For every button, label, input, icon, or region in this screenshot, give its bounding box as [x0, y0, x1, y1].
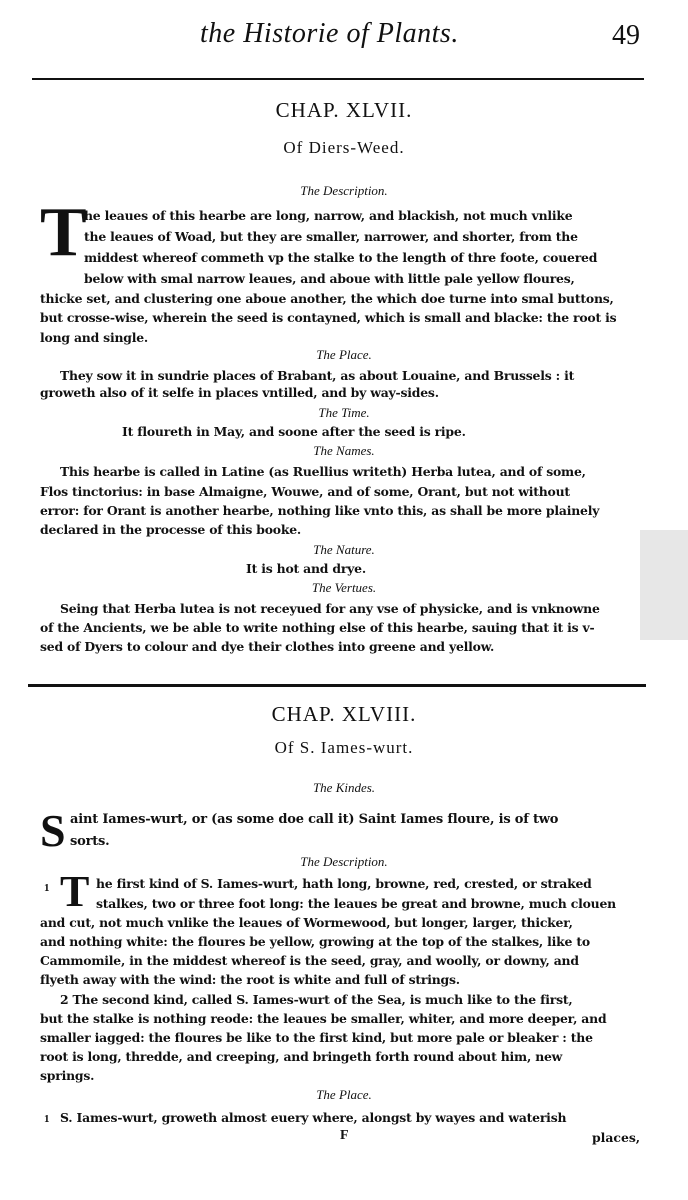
chapter-47-vertues-line: sed of Dyers to colour and dye their clothes into greene and yellow. [40, 639, 495, 654]
chapter-48-description-dropcap: T [60, 867, 90, 916]
chapter-47-names-line: Flos tinctorius: in base Almaigne, Wouwe, and of some, Orant, but not without [40, 484, 570, 499]
chapter-48-kindes-line: sorts. [70, 834, 110, 849]
chapter-47-dropcap: T [40, 194, 87, 271]
chapter-47-names-heading: The Names. [313, 443, 375, 458]
chapter-48-description-line: springs. [40, 1068, 95, 1083]
chapter-47-description-heading: The Description. [300, 183, 388, 198]
chapter-47-place-line: They sow it in sundrie places of Brabant, as about Louaine, and Brussels : it [60, 368, 575, 383]
chapter-47-nature-heading: The Nature. [313, 542, 375, 557]
chapter-48-description-line: Cammomile, in the middest whereof is the seed, gray, and woolly, or downy, and [40, 953, 579, 968]
chapter-48-description-line: root is long, thredde, and creeping, and bringeth forth round about him, new [40, 1049, 563, 1064]
chapter-47-place-line: groweth also of it selfe in places vntilled, and by way-sides. [40, 385, 439, 400]
running-title: the Historie of Plants. [200, 18, 459, 49]
page-number: 49 [612, 20, 640, 51]
chapter-47-nature-line: It is hot and drye. [246, 561, 366, 576]
chapter-47-description-line: middest whereof commeth vp the stalke to the length of thre foote, couered [84, 250, 598, 265]
chapter-47-vertues-heading: The Vertues. [311, 580, 377, 595]
chapter-47-description-line: below with smal narrow leaues, and aboue with little pale yellow floures, [84, 271, 575, 286]
signature-mark: F [340, 1128, 349, 1143]
chapter-47-subtitle: Of Diers-Weed. [283, 138, 405, 157]
chapter-47-names-line: declared in the processe of this booke. [40, 522, 302, 537]
chapter-47-description-line: but crosse-wise, wherein the seed is contayned, which is small and blacke: the root is [40, 310, 617, 325]
chapter-48-description-line: flyeth away with the wind: the root is white and full of strings. [40, 972, 460, 987]
chapter-47-place-heading: The Place. [316, 347, 372, 362]
chapter-48-description-line: and nothing white: the floures be yellow, growing at the top of the stalkes, like to [40, 934, 590, 949]
chapter-48-kindes-heading: The Kindes. [312, 780, 376, 795]
chapter-48-place-heading: The Place. [316, 1087, 372, 1102]
chapter-48-description-line: he first kind of S. Iames-wurt, hath long, browne, red, crested, or straked [96, 876, 592, 891]
chapter-48-title: CHAP. XLVIII. [271, 702, 417, 726]
chapter-47-time-heading: The Time. [318, 405, 370, 420]
chapter-47-time-line: It floureth in May, and soone after the seed is ripe. [122, 424, 466, 439]
chapter-48-place-line: S. Iames-wurt, groweth almost euery where, alongst by wayes and waterish [60, 1110, 567, 1125]
chapter-48-description-line: but the stalke is nothing reode: the leaues be smaller, whiter, and more deeper, and [40, 1011, 607, 1026]
chapter-47-description-line: the leaues of Woad, but they are smaller, narrower, and shorter, from the [84, 229, 578, 244]
catchword: places, [592, 1130, 641, 1145]
chapter-47-names-line: error: for Orant is another hearbe, nothing like vnto this, as shall be more plainely [40, 503, 600, 518]
show-through-bleed [640, 530, 688, 640]
chapter-47-description-line: long and single. [40, 330, 149, 345]
chapter-47-names-line: This hearbe is called in Latine (as Ruellius writeth) Herba lutea, and of some, [60, 464, 586, 479]
chapter-48-description-line: 2 The second kind, called S. Iames-wurt of the Sea, is much like to the first, [60, 992, 573, 1007]
item-number: 1 [44, 1113, 50, 1125]
chapter-48-description-line: and cut, not much vnlike the leaues of Wormewood, but longer, larger, thicker, [40, 915, 573, 930]
chapter-47-title: CHAP. XLVII. [275, 98, 413, 122]
chapter-47-description-line: thicke set, and clustering one aboue another, the which doe turne into smal buttons, [40, 291, 614, 306]
header-rule [32, 78, 644, 80]
running-head [0, 14, 688, 60]
chapter-divider-rule [28, 684, 646, 687]
chapter-48-description-heading: The Description. [300, 854, 388, 869]
item-number: 1 [44, 882, 50, 894]
chapter-47-vertues-line: Seing that Herba lutea is not receyued for any vse of physicke, and is vnknowne [60, 601, 600, 616]
chapter-48-subtitle: Of S. Iames-wurt. [274, 738, 414, 757]
chapter-48-description-line: stalkes, two or three foot long: the leaues be great and browne, much clouen [96, 896, 616, 911]
chapter-47-vertues-line: of the Ancients, we be able to write nothing else of this hearbe, sauing that it is v- [40, 620, 595, 635]
chapter-48-kindes-dropcap: S [40, 805, 66, 856]
chapter-47-description-line: he leaues of this hearbe are long, narrow, and blackish, not much vnlike [84, 208, 573, 223]
chapter-48-kindes-line: aint Iames-wurt, or (as some doe call it) Saint Iames floure, is of two [70, 812, 559, 827]
chapter-48-description-line: smaller iagged: the floures be like to the first kind, but more pale or bleaker : the [40, 1030, 593, 1045]
